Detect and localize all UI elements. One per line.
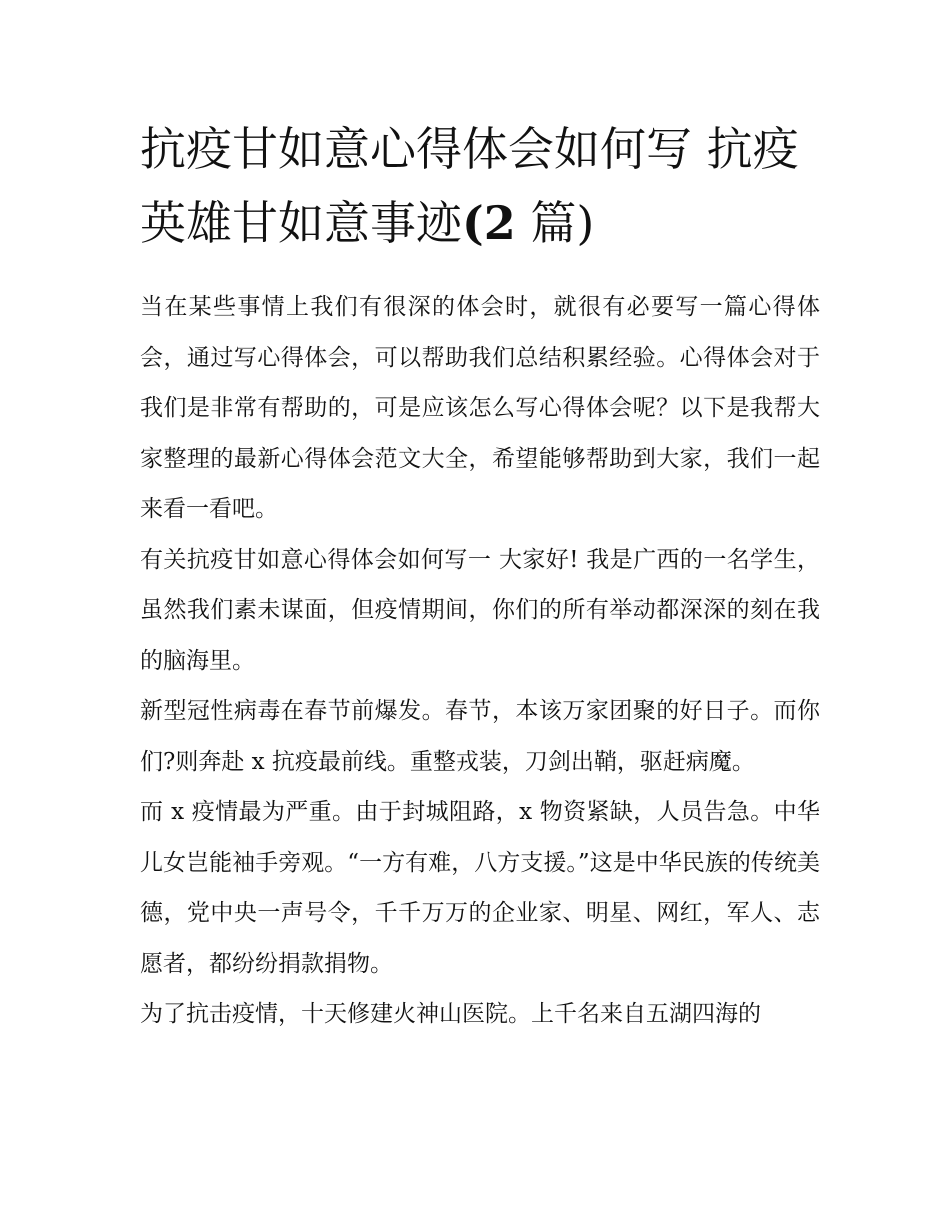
paragraph-intro: 当在某些事情上我们有很深的体会时，就很有必要写一篇心得体会，通过写心得体会，可以帮助我们总结积累经验。心得体会对于我们是非常有帮助的，可是应该怎么写心得体会呢？以下是我帮大家整理的最新心得体会范文大全，希望能够帮助到大家，我们一起来看一看吧。: [140, 294, 820, 522]
document-title: [140, 112, 820, 260]
document-title-text: 抗疫甘如意心得体会如何写 抗疫英雄甘如意事迹: [140, 122, 799, 250]
document-title-count: (2: [462, 196, 516, 250]
paragraph-hospital: 为了抗击疫情，十天修建火神山医院。上千名来自五湖四海的: [140, 1001, 761, 1027]
paragraph-support: 而 x 疫情最为严重。由于封城阻路，x 物资紧缺，人员告急。中华儿女岂能袖手旁观。“一方有难，八方支援。”这是中华民族的传统美德，党中央一声号令，千千万万的企业家、明星、网红，军人、志愿者，都纷纷捐款捐物。: [140, 799, 820, 977]
paragraph-outbreak: 新型冠性病毒在春节前爆发。春节，本该万家团聚的好日子。而你们?则奔赴 x 抗疫最前线。重整戎装，刀剑出鞘，驱赶病魔。: [140, 698, 820, 775]
paragraph-greeting: 有关抗疫甘如意心得体会如何写一 大家好! 我是广西的一名学生，虽然我们素未谋面，但疫情期间，你们的所有举动都深深的刻在我的脑海里。: [140, 546, 820, 674]
document-title-suffix: 篇): [515, 196, 595, 250]
document-body: [140, 282, 820, 1040]
